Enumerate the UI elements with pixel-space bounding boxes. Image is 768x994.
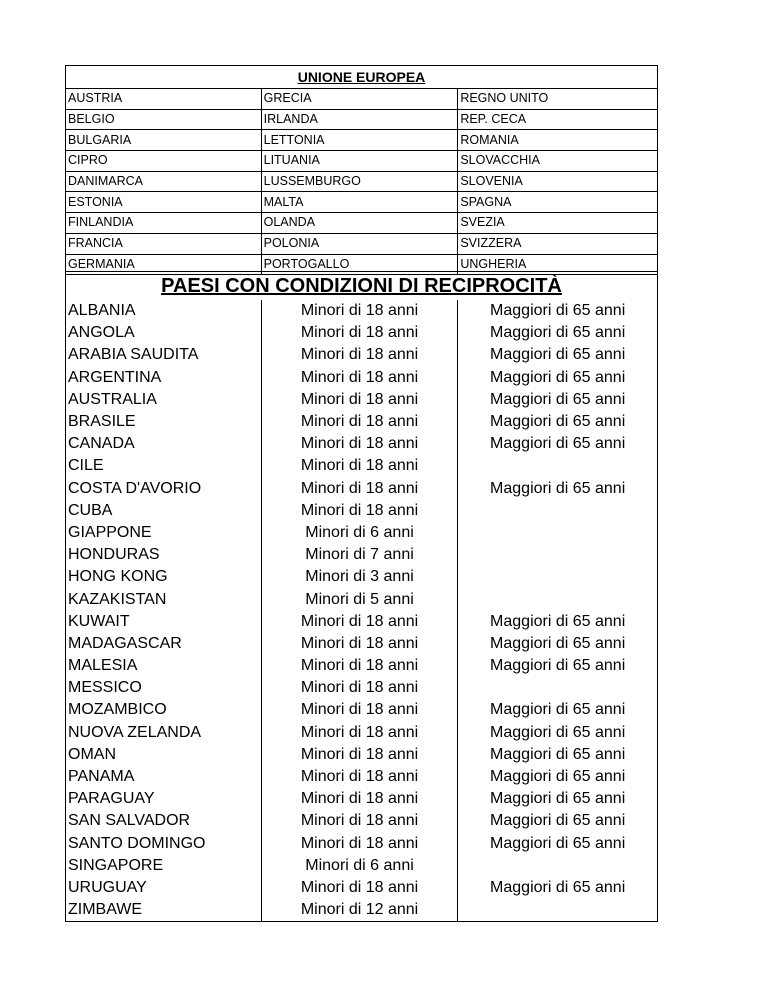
minor-age-cell: Minori di 18 anni bbox=[261, 877, 458, 899]
country-cell: AUSTRALIA bbox=[66, 389, 262, 411]
reciprocity-row bbox=[66, 766, 658, 788]
minor-age-cell: Minori di 18 anni bbox=[261, 699, 458, 721]
country-cell: UNGHERIA bbox=[458, 254, 658, 275]
reciprocity-row bbox=[66, 611, 658, 633]
reciprocity-row bbox=[66, 322, 658, 344]
country-cell: SVIZZERA bbox=[458, 233, 658, 254]
country-cell: DANIMARCA bbox=[66, 171, 262, 192]
country-cell: OLANDA bbox=[261, 213, 458, 234]
senior-age-cell: Maggiori di 65 anni bbox=[458, 699, 658, 721]
reciprocity-row bbox=[66, 655, 658, 677]
reciprocity-row bbox=[66, 633, 658, 655]
senior-age-cell bbox=[458, 677, 658, 699]
country-cell: AUSTRIA bbox=[66, 89, 262, 110]
minor-age-cell: Minori di 18 anni bbox=[261, 389, 458, 411]
reciprocity-row bbox=[66, 367, 658, 389]
country-cell: LETTONIA bbox=[261, 130, 458, 151]
country-cell: OMAN bbox=[66, 744, 262, 766]
minor-age-cell: Minori di 3 anni bbox=[261, 566, 458, 588]
senior-age-cell: Maggiori di 65 anni bbox=[458, 655, 658, 677]
reciprocity-row bbox=[66, 300, 658, 322]
eu-title-text: UNIONE EUROPEA bbox=[297, 69, 426, 85]
reciprocity-row bbox=[66, 411, 658, 433]
eu-row bbox=[66, 109, 658, 130]
minor-age-cell: Minori di 6 anni bbox=[261, 522, 458, 544]
country-cell: PANAMA bbox=[66, 766, 262, 788]
country-cell: ESTONIA bbox=[66, 192, 262, 213]
country-cell: KAZAKISTAN bbox=[66, 588, 262, 610]
reciprocity-row bbox=[66, 544, 658, 566]
country-cell: BULGARIA bbox=[66, 130, 262, 151]
country-cell: ROMANIA bbox=[458, 130, 658, 151]
country-cell: ALBANIA bbox=[66, 300, 262, 322]
reciprocity-row bbox=[66, 677, 658, 699]
senior-age-cell: Maggiori di 65 anni bbox=[458, 744, 658, 766]
minor-age-cell: Minori di 18 anni bbox=[261, 833, 458, 855]
senior-age-cell: Maggiori di 65 anni bbox=[458, 611, 658, 633]
eu-table-body bbox=[66, 89, 658, 275]
senior-age-cell: Maggiori di 65 anni bbox=[458, 322, 658, 344]
minor-age-cell: Minori di 18 anni bbox=[261, 744, 458, 766]
senior-age-cell: Maggiori di 65 anni bbox=[458, 478, 658, 500]
country-cell: MALESIA bbox=[66, 655, 262, 677]
minor-age-cell: Minori di 18 anni bbox=[261, 322, 458, 344]
minor-age-cell: Minori di 18 anni bbox=[261, 500, 458, 522]
reciprocity-row bbox=[66, 344, 658, 366]
country-cell: MOZAMBICO bbox=[66, 699, 262, 721]
senior-age-cell: Maggiori di 65 anni bbox=[458, 367, 658, 389]
minor-age-cell: Minori di 18 anni bbox=[261, 344, 458, 366]
minor-age-cell: Minori di 18 anni bbox=[261, 788, 458, 810]
minor-age-cell: Minori di 18 anni bbox=[261, 300, 458, 322]
country-cell: BRASILE bbox=[66, 411, 262, 433]
country-cell: PARAGUAY bbox=[66, 788, 262, 810]
senior-age-cell bbox=[458, 899, 658, 922]
reciprocity-title-row bbox=[66, 272, 658, 301]
reciprocity-row bbox=[66, 877, 658, 899]
minor-age-cell: Minori di 18 anni bbox=[261, 455, 458, 477]
minor-age-cell: Minori di 5 anni bbox=[261, 588, 458, 610]
eu-row bbox=[66, 213, 658, 234]
reciprocity-row bbox=[66, 810, 658, 832]
minor-age-cell: Minori di 6 anni bbox=[261, 855, 458, 877]
country-cell: SVEZIA bbox=[458, 213, 658, 234]
eu-row bbox=[66, 192, 658, 213]
reciprocity-row bbox=[66, 433, 658, 455]
country-cell: SINGAPORE bbox=[66, 855, 262, 877]
country-cell: MADAGASCAR bbox=[66, 633, 262, 655]
country-cell: FINLANDIA bbox=[66, 213, 262, 234]
country-cell: FRANCIA bbox=[66, 233, 262, 254]
country-cell: ARGENTINA bbox=[66, 367, 262, 389]
senior-age-cell: Maggiori di 65 anni bbox=[458, 788, 658, 810]
reciprocity-row bbox=[66, 744, 658, 766]
country-cell: CIPRO bbox=[66, 151, 262, 172]
senior-age-cell: Maggiori di 65 anni bbox=[458, 766, 658, 788]
country-cell: CUBA bbox=[66, 500, 262, 522]
eu-row bbox=[66, 89, 658, 110]
reciprocity-row bbox=[66, 788, 658, 810]
country-cell: SLOVENIA bbox=[458, 171, 658, 192]
country-cell: SPAGNA bbox=[458, 192, 658, 213]
country-cell: GERMANIA bbox=[66, 254, 262, 275]
eu-row bbox=[66, 171, 658, 192]
minor-age-cell: Minori di 18 anni bbox=[261, 677, 458, 699]
reciprocity-row bbox=[66, 699, 658, 721]
senior-age-cell bbox=[458, 455, 658, 477]
reciprocity-row bbox=[66, 833, 658, 855]
country-cell: MESSICO bbox=[66, 677, 262, 699]
country-cell: URUGUAY bbox=[66, 877, 262, 899]
minor-age-cell: Minori di 18 anni bbox=[261, 655, 458, 677]
country-cell: GIAPPONE bbox=[66, 522, 262, 544]
senior-age-cell: Maggiori di 65 anni bbox=[458, 389, 658, 411]
minor-age-cell: Minori di 18 anni bbox=[261, 433, 458, 455]
country-cell: SANTO DOMINGO bbox=[66, 833, 262, 855]
country-cell: HONG KONG bbox=[66, 566, 262, 588]
country-cell: ARABIA SAUDITA bbox=[66, 344, 262, 366]
country-cell: KUWAIT bbox=[66, 611, 262, 633]
senior-age-cell: Maggiori di 65 anni bbox=[458, 411, 658, 433]
senior-age-cell: Maggiori di 65 anni bbox=[458, 633, 658, 655]
senior-age-cell: Maggiori di 65 anni bbox=[458, 722, 658, 744]
country-cell: LUSSEMBURGO bbox=[261, 171, 458, 192]
country-cell: IRLANDA bbox=[261, 109, 458, 130]
reciprocity-table bbox=[65, 271, 658, 922]
reciprocity-title bbox=[66, 272, 658, 301]
minor-age-cell: Minori di 18 anni bbox=[261, 633, 458, 655]
minor-age-cell: Minori di 18 anni bbox=[261, 722, 458, 744]
reciprocity-title-text: PAESI CON CONDIZIONI DI RECIPROCITÀ bbox=[161, 274, 562, 297]
eu-table bbox=[65, 65, 658, 275]
reciprocity-row bbox=[66, 722, 658, 744]
country-cell: MALTA bbox=[261, 192, 458, 213]
reciprocity-row bbox=[66, 566, 658, 588]
senior-age-cell bbox=[458, 522, 658, 544]
country-cell: ZIMBAWE bbox=[66, 899, 262, 922]
minor-age-cell: Minori di 18 anni bbox=[261, 411, 458, 433]
minor-age-cell: Minori di 12 anni bbox=[261, 899, 458, 922]
reciprocity-row bbox=[66, 500, 658, 522]
minor-age-cell: Minori di 18 anni bbox=[261, 766, 458, 788]
reciprocity-row bbox=[66, 588, 658, 610]
senior-age-cell: Maggiori di 65 anni bbox=[458, 300, 658, 322]
eu-row bbox=[66, 151, 658, 172]
country-cell: POLONIA bbox=[261, 233, 458, 254]
reciprocity-row bbox=[66, 455, 658, 477]
country-cell: PORTOGALLO bbox=[261, 254, 458, 275]
reciprocity-row bbox=[66, 389, 658, 411]
minor-age-cell: Minori di 18 anni bbox=[261, 478, 458, 500]
country-cell: HONDURAS bbox=[66, 544, 262, 566]
reciprocity-table-body bbox=[66, 300, 658, 922]
country-cell: LITUANIA bbox=[261, 151, 458, 172]
senior-age-cell: Maggiori di 65 anni bbox=[458, 810, 658, 832]
senior-age-cell bbox=[458, 855, 658, 877]
minor-age-cell: Minori di 18 anni bbox=[261, 611, 458, 633]
eu-row bbox=[66, 233, 658, 254]
country-cell: NUOVA ZELANDA bbox=[66, 722, 262, 744]
country-cell: REP. CECA bbox=[458, 109, 658, 130]
country-cell: ANGOLA bbox=[66, 322, 262, 344]
country-cell: REGNO UNITO bbox=[458, 89, 658, 110]
eu-row bbox=[66, 130, 658, 151]
minor-age-cell: Minori di 18 anni bbox=[261, 810, 458, 832]
senior-age-cell bbox=[458, 588, 658, 610]
country-cell: SLOVACCHIA bbox=[458, 151, 658, 172]
reciprocity-row bbox=[66, 478, 658, 500]
reciprocity-row bbox=[66, 522, 658, 544]
eu-title bbox=[66, 66, 658, 89]
country-cell: CANADA bbox=[66, 433, 262, 455]
senior-age-cell: Maggiori di 65 anni bbox=[458, 877, 658, 899]
senior-age-cell bbox=[458, 500, 658, 522]
eu-title-row bbox=[66, 66, 658, 89]
country-cell: GRECIA bbox=[261, 89, 458, 110]
minor-age-cell: Minori di 7 anni bbox=[261, 544, 458, 566]
senior-age-cell bbox=[458, 544, 658, 566]
country-cell: CILE bbox=[66, 455, 262, 477]
country-cell: SAN SALVADOR bbox=[66, 810, 262, 832]
senior-age-cell: Maggiori di 65 anni bbox=[458, 833, 658, 855]
reciprocity-row bbox=[66, 855, 658, 877]
reciprocity-row bbox=[66, 899, 658, 922]
country-cell: COSTA D'AVORIO bbox=[66, 478, 262, 500]
senior-age-cell bbox=[458, 566, 658, 588]
minor-age-cell: Minori di 18 anni bbox=[261, 367, 458, 389]
country-cell: BELGIO bbox=[66, 109, 262, 130]
senior-age-cell: Maggiori di 65 anni bbox=[458, 433, 658, 455]
senior-age-cell: Maggiori di 65 anni bbox=[458, 344, 658, 366]
